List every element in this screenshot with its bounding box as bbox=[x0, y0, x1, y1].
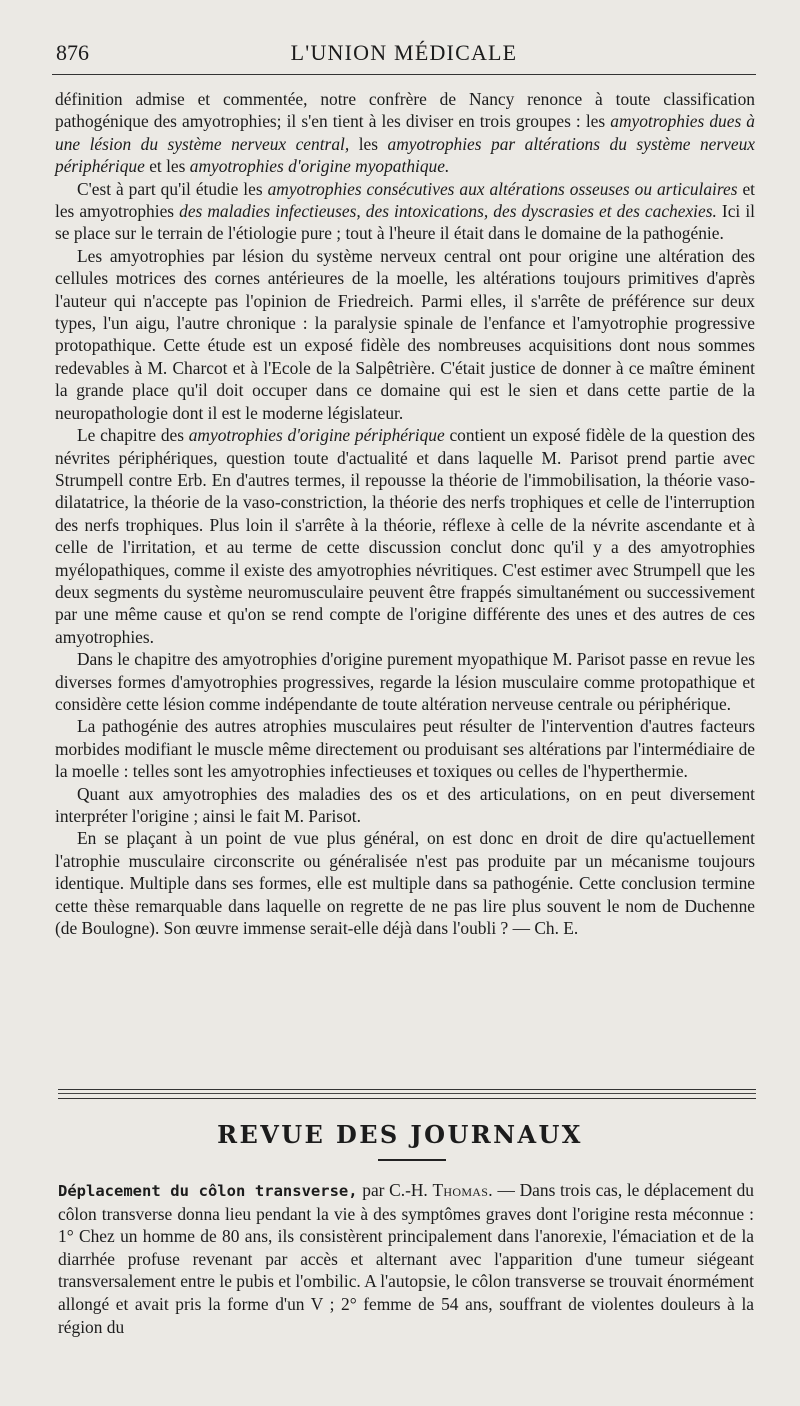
italic-run: amyotrophies dues à une lésion du système nerveux central, bbox=[55, 111, 756, 154]
page-number: 876 bbox=[56, 40, 89, 65]
article-text: — Dans trois cas, le déplacement du côlon transverse donna lieu pendant la vie à des symptômes graves dont l'origine resta méconnue : 1° Chez un homme de 80 ans, ils consistèrent principalement dans l'anorexie, l'émaciation et de la diarrhée profuse revenant par accès et alternant avec l'apparition d'une tumeur siégeant transversalement entre le pubis et l'ombilic. A l'autopsie, le côlon transverse se trouvait énormément allongé et avait pris la forme d'un V ; 2° femme de 54 ans, souffrant de violentes douleurs à la région du bbox=[58, 1180, 754, 1337]
article-title: Déplacement du côlon transverse, bbox=[58, 1182, 358, 1200]
review-paragraph: Les amyotrophies par lésion du système nerveux central ont pour origine une altération des cellules motrices des cornes antérieures de la moelle, les altérations toujours primitives d'après l'auteur qui n'accepte pas l'opinion de Friedreich. Parmi elles, il s'arrête de préférence sur deux types, l'un aigu, l'autre chronique : la paralysie spinale de l'enfance et l'amyotrophie progressive protopathique. Cette étude est un exposé fidèle des nombreuses acquisitions dont nous sommes redevables à M. Charcot et à l'Ecole de la Salpêtrière. C'était justice de donner à ce maître éminent la grande place qu'il doit occuper dans ce domaine qui est le sien et dans cette partie de la neuropathologie dont il est le moderne législateur. bbox=[55, 245, 755, 423]
text-run: C'est à part qu'il étudie les bbox=[77, 178, 268, 199]
review-body bbox=[55, 88, 755, 939]
review-paragraph bbox=[55, 424, 755, 648]
section-heading: REVUE DES JOURNAUX bbox=[217, 1120, 583, 1149]
heading-underline bbox=[378, 1159, 446, 1161]
journal-title: L'UNION MÉDICALE bbox=[290, 40, 518, 65]
review-paragraph bbox=[55, 178, 755, 245]
review-paragraph: Dans le chapitre des amyotrophies d'origine purement myopathique M. Parisot passe en revue les diverses formes d'amyotrophies progressives, regarde la lésion musculaire comme protopathique et considère cette lésion comme indépendante de toute altération nerveuse centrale ou périphérique. bbox=[55, 649, 755, 714]
separator-inner-rule bbox=[58, 1093, 756, 1094]
italic-run: amyotrophies par altérations du système nerveux périphérique bbox=[55, 133, 755, 177]
review-paragraph: En se plaçant à un point de vue plus général, on est donc en droit de dire qu'actuellement l'atrophie musculaire circonscrite ou généralisée n'est pas produite par un mécanisme toujours identique. Multiple dans ses formes, elle est multiple dans sa pathogénie. Cette conclusion termine cette thèse remarquable dans laquelle on regrette de ne pas lire plus souvent le nom de Duchenne (de Boulogne). Son œuvre immense serait-elle déjà dans l'oubli ? — Ch. E. bbox=[55, 828, 755, 939]
text-run: et les amyotrophies bbox=[55, 178, 756, 222]
text-run: et les bbox=[144, 156, 190, 177]
byline-prefix: par C.-H. bbox=[357, 1180, 433, 1200]
review-paragraph: La pathogénie des autres atrophies musculaires peut résulter de l'intervention d'autres facteurs morbides modifiant le muscle même directement ou produisant ses altérations par l'intermédiaire de la moelle : telles sont les amyotrophies infectieuses et toxiques ou celles de l'hyperthermie. bbox=[55, 716, 755, 782]
journal-article bbox=[58, 1179, 754, 1338]
italic-run: amyotrophies d'origine myopathique. bbox=[189, 156, 450, 177]
italic-run: des maladies infectieuses, des intoxications, des dyscrasies et des cachexies. bbox=[179, 201, 717, 222]
text-run: Ici il se place sur le terrain de l'étiologie pure ; tout à l'heure il était dans le domaine de la pathogénie. bbox=[55, 201, 755, 244]
section-separator bbox=[58, 1089, 756, 1099]
text-run: Le chapitre des bbox=[77, 425, 189, 446]
review-paragraph: Quant aux amyotrophies des maladies des os et des articulations, on en peut diversement interpréter l'origine ; ainsi le fait M. Parisot. bbox=[55, 783, 755, 826]
text-run: les bbox=[349, 133, 388, 154]
running-header bbox=[52, 38, 756, 72]
header-rule bbox=[52, 74, 756, 75]
text-run: définition admise et commentée, notre confrère de Nancy renonce à toute classification pathogénique des amyotrophies; il s'en tient à les diviser en trois groupes : les bbox=[55, 89, 755, 132]
article-paragraph bbox=[58, 1179, 754, 1338]
italic-run: amyotrophies d'origine périphérique bbox=[188, 425, 445, 446]
italic-run: amyotrophies consécutives aux altérations osseuses ou articulaires bbox=[267, 178, 738, 199]
text-run: contient un exposé fidèle de la question des névrites périphériques, question toute d'actualité et dans laquelle M. Parisot prend partie avec Strumpell contre Erb. En d'autres termes, il repousse la théorie de l'immobilisation, la théorie vaso-dilatatrice, la théorie de la vaso-constriction, la théorie des nerfs trophiques et celle de l'interruption des nerfs trophiques. Plus loin il s'arrête à la théorie, réflexe à celle de la névrite ascendante et à celle de l'irritation, et au terme de cette discussion conclut donc qu'il y a des amyotrophies myélopathiques, comme il existe des amyotrophies névritiques. C'est estimer avec Strumpell que les deux segments du système neuromusculaire peuvent être frappés simultanément ou successivement par une même cause et qu'on se rend compte de l'origine différente des unes et des autres de ces amyotrophies. bbox=[55, 425, 755, 647]
review-paragraph bbox=[55, 88, 755, 178]
article-author: Thomas. bbox=[432, 1180, 493, 1200]
